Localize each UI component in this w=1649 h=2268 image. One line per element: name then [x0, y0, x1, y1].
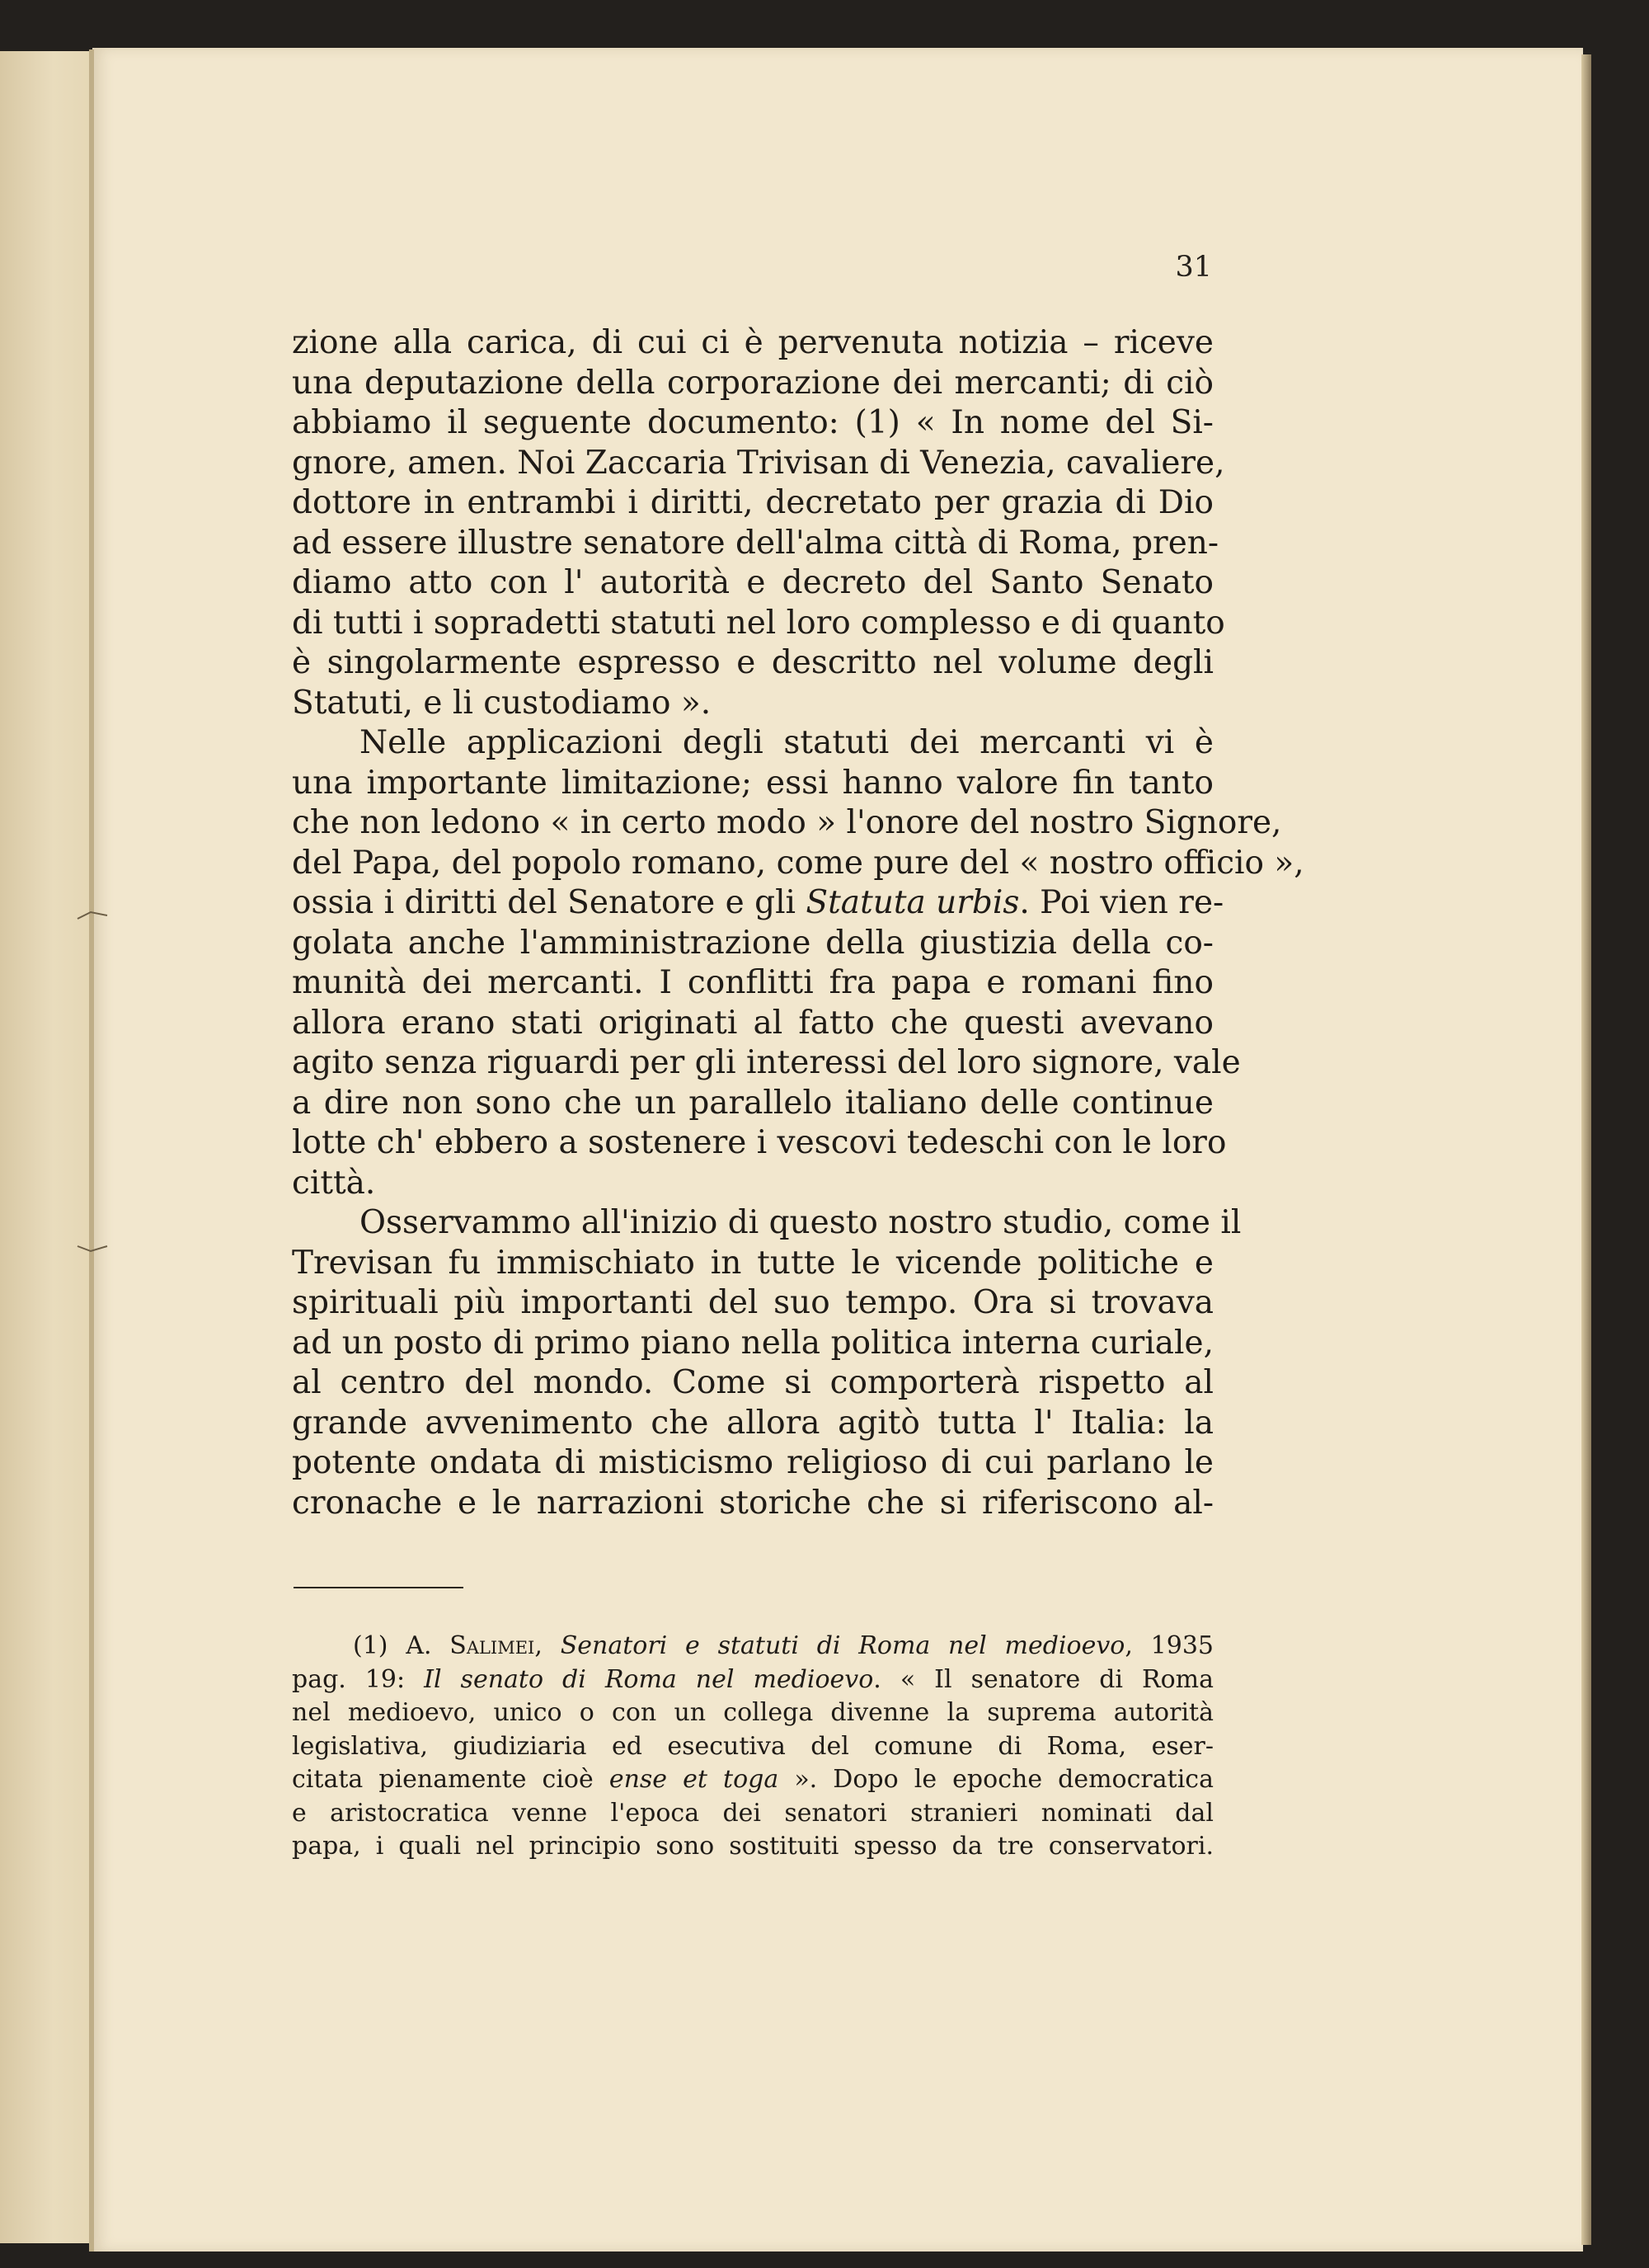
text-line: una deputazione della corporazione dei mercanti; di ciò — [292, 364, 1214, 402]
text-line: lotte ch' ebbero a sostenere i vescovi tedeschi con le loro — [292, 1124, 1227, 1161]
text-line: città. — [292, 1164, 376, 1202]
text-segment: pag. 19: — [292, 1664, 425, 1694]
text-line: munità dei mercanti. I conflitti fra papa e romani fino — [292, 964, 1214, 1001]
text-line: è singolarmente espresso e descritto nel volume degli — [292, 644, 1214, 681]
italic-title: Il senato di Roma nel medioevo — [424, 1664, 874, 1694]
text-line: Statuti, e li custodiamo ». — [292, 684, 712, 722]
text-line: abbiamo il seguente documento: (1) « In nome del Si- — [292, 404, 1214, 441]
text-line: che non ledono « in certo modo » l'onore del nostro Signore, — [292, 804, 1282, 841]
body-text — [292, 323, 1304, 1523]
text-line: zione alla carica, di cui ci è pervenuta notizia – riceve — [292, 324, 1214, 361]
text-segment: , — [534, 1631, 561, 1660]
staple-mark-lower — [76, 1241, 109, 1256]
text-segment: . Poi vien re- — [1019, 884, 1224, 921]
text-line: golata anche l'amministrazione della giustizia della co- — [292, 924, 1214, 962]
text-line: grande avvenimento che allora agitò tutta l' Italia: la — [292, 1404, 1214, 1442]
text-line: agito senza riguardi per gli interessi del loro signore, vale — [292, 1044, 1241, 1081]
text-line: ad essere illustre senatore dell'alma città di Roma, pren- — [292, 524, 1219, 562]
text-line: ad un posto di primo piano nella politica interna curiale, — [292, 1324, 1214, 1362]
text-line: di tutti i sopradetti statuti nel loro complesso e di quanto — [292, 604, 1225, 642]
footnote-line — [292, 1763, 1214, 1797]
text-line: al centro del mondo. Come si comporterà rispetto al — [292, 1364, 1214, 1401]
text-line: del Papa, del popolo romano, come pure del « nostro officio », — [292, 844, 1304, 882]
footnote-line: e aristocratica venne l'epoca dei senatori stranieri nominati dal — [292, 1798, 1214, 1828]
text-line — [292, 883, 1224, 924]
italic-phrase: ense et toga — [608, 1765, 779, 1794]
italic-title: Statuta urbis — [806, 884, 1020, 921]
text-line: diamo atto con l' autorità e decreto del Santo Senato — [292, 564, 1214, 601]
binding-gutter — [89, 49, 94, 2252]
paragraph-start-line: Nelle applicazioni degli statuti dei mercanti vi è — [359, 724, 1214, 761]
page-number: 31 — [1175, 251, 1212, 284]
text-segment: ». Dopo le epoche democratica — [778, 1765, 1214, 1794]
footnote-line — [292, 1663, 1214, 1697]
footnote-marker: (1) A. — [353, 1631, 450, 1660]
facing-page-edge — [0, 51, 97, 2243]
text-line: gnore, amen. Noi Zaccaria Trivisan di Venezia, cavaliere, — [292, 444, 1225, 482]
text-line: potente ondata di misticismo religioso di cui parlano le — [292, 1444, 1214, 1481]
text-line: a dire non sono che un parallelo italiano delle continue — [292, 1084, 1214, 1122]
text-line: spirituali più importanti del suo tempo. Ora si trovava — [292, 1284, 1214, 1321]
text-line: cronache e le narrazioni storiche che si riferiscono al- — [292, 1484, 1214, 1522]
footnote — [292, 1630, 1214, 1864]
footnote-line: legislativa, giudiziaria ed esecutiva del comune di Roma, eser- — [292, 1731, 1214, 1761]
footnote-line: papa, i quali nel principio sono sostituiti spesso da tre conservatori. — [292, 1832, 1214, 1861]
text-line: allora erano stati originati al fatto che questi avevano — [292, 1004, 1214, 1042]
text-segment: , 1935 — [1125, 1631, 1214, 1660]
italic-title: Senatori e statuti di Roma nel medioevo — [560, 1631, 1125, 1660]
text-segment: citata pienamente cioè — [292, 1765, 609, 1794]
author-name: Salimei — [449, 1631, 535, 1660]
text-line: una importante limitazione; essi hanno valore fin tanto — [292, 764, 1214, 802]
text-line: dottore in entrambi i diritti, decretato per grazia di Dio — [292, 484, 1214, 521]
page-fore-edge — [1581, 54, 1591, 2245]
footnote-line: nel medioevo, unico o con un collega divenne la suprema autorità — [292, 1698, 1214, 1727]
staple-mark-upper — [76, 909, 109, 924]
footnote-line — [292, 1630, 1214, 1663]
paragraph-start-line: Osservammo all'inizio di questo nostro studio, come il — [359, 1204, 1242, 1241]
text-segment: ossia i diritti del Senatore e gli — [292, 884, 806, 921]
text-segment: . « Il senatore di Roma — [873, 1664, 1214, 1694]
footnote-divider — [294, 1587, 463, 1588]
text-line: Trevisan fu immischiato in tutte le vicende politiche e — [292, 1244, 1214, 1282]
